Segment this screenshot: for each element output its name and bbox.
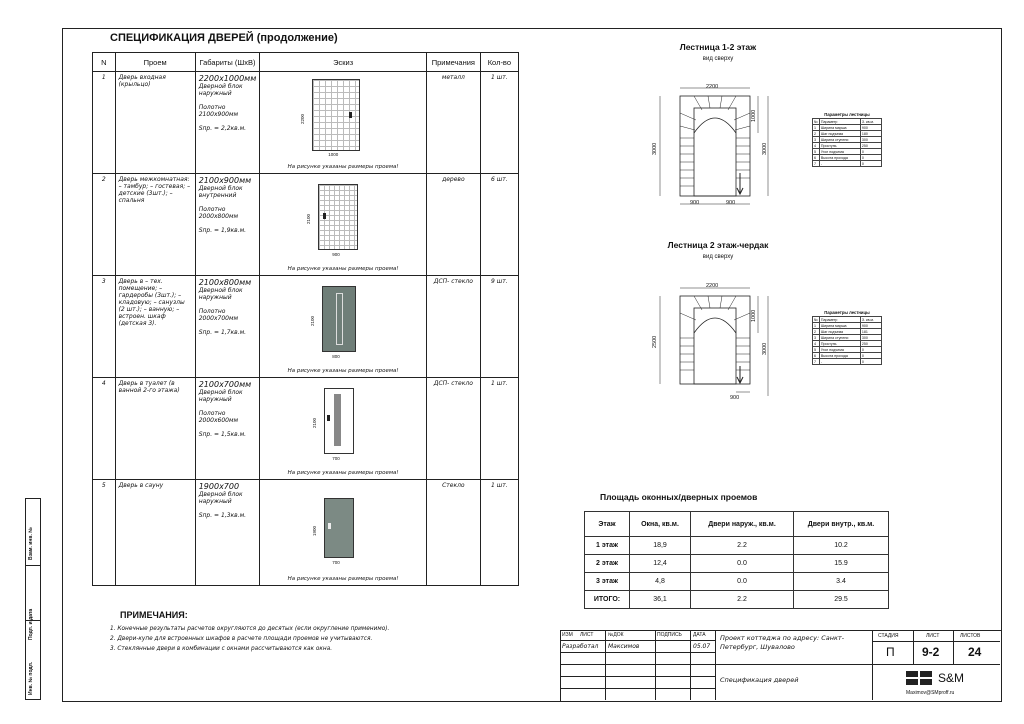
tb-ndoc: №ДОК: [608, 632, 624, 638]
params-header: З. кв.м.: [860, 317, 881, 323]
params-header: №: [814, 317, 818, 322]
tb-role: Разработал: [562, 643, 599, 650]
tb-project: Проект коттеджа по адресу: Санкт- Петербург, Шувалово: [720, 634, 845, 651]
tb-date: ДАТА: [693, 632, 706, 638]
dims-main: 2100х900мм: [198, 176, 252, 185]
params-cell: Ширина ступени: [819, 335, 860, 341]
stair1-params-title: Параметры лестницы: [824, 112, 870, 117]
params-cell: Высота прохода: [819, 155, 860, 161]
stair2-dim-left: 2500: [652, 335, 658, 348]
dims-leaf: Полотно 2000х700мм: [198, 308, 239, 322]
col-note: Примечания: [426, 53, 480, 72]
params-cell: Ширина марша: [819, 323, 860, 329]
area-table-title: Площадь оконных/дверных проемов: [600, 492, 758, 502]
area-cell: 12,4: [630, 555, 691, 573]
params-cell: 5: [813, 149, 820, 155]
params-cell: 0: [860, 149, 881, 155]
stair1-plan: [640, 78, 780, 213]
row-opening: Дверь входная (крыльцо): [115, 72, 195, 174]
params-cell: 6: [813, 353, 820, 359]
tb-designer: Максимов: [608, 643, 640, 650]
row-dims: [195, 276, 260, 378]
stair1-params: [812, 112, 882, 167]
dims-block: Дверной блок наружный: [198, 389, 243, 403]
area-cell: 4,8: [630, 573, 691, 591]
sketch-height: 2100: [312, 417, 318, 428]
sketch-caption: На рисунке указаны размеры проема!: [287, 576, 399, 582]
row-qty: 1 шт.: [480, 480, 518, 586]
table-row: [585, 555, 889, 573]
note-item: 1. Конечные результаты расчетов округляются до десятых (если округление применимо).: [110, 626, 390, 632]
params-cell: Проступь: [819, 341, 860, 347]
params-cell: 180: [860, 131, 881, 137]
area-header: Окна, кв.м.: [630, 512, 691, 537]
row-sketch: [260, 276, 427, 378]
dims-block: Дверной блок наружный: [198, 287, 243, 301]
spec-title: СПЕЦИФИКАЦИЯ ДВЕРЕЙ (продолжение): [110, 32, 338, 44]
door-sketch: [322, 286, 356, 352]
area-header-row: [585, 512, 889, 537]
stair1-dim-right-inner: 1000: [751, 109, 757, 122]
table-row: [93, 72, 519, 174]
table-row: [93, 174, 519, 276]
tb-date-value: 05.07: [693, 643, 711, 650]
tb-stage-label: СТАДИЯ: [878, 633, 899, 639]
door-spec-table: [92, 52, 519, 586]
row-qty: 9 шт.: [480, 276, 518, 378]
tb-sheet: 9-2: [922, 645, 940, 659]
params-cell: Ширина марша: [819, 125, 860, 131]
row-opening: Дверь в – тех. помещение; – гардеробы (3шт.); – кладовую; – санузлы (2 шт.); – ванную; – встроен. шкаф (детская 3).: [115, 276, 195, 378]
dims-main: 2100х800мм: [198, 278, 252, 287]
params-cell: 0: [860, 347, 881, 353]
params-cell: Угол подъема: [819, 149, 860, 155]
params-cell: 900: [860, 323, 881, 329]
area-cell: 3.4: [794, 573, 889, 591]
tb-sheets: 24: [968, 645, 982, 659]
params-cell: Шаг подъема: [819, 329, 860, 335]
table-row: [585, 573, 889, 591]
stair2-dim-bottom-right: 900: [730, 395, 740, 401]
area-cell: 29.5: [794, 591, 889, 609]
row-dims: [195, 378, 260, 480]
table-row: [93, 480, 519, 586]
tb-list: ЛИСТ: [580, 632, 594, 638]
sketch-caption: На рисунке указаны размеры проема!: [287, 266, 399, 272]
tb-sheet-label: ЛИСТ: [926, 633, 940, 639]
stair2-title: Лестница 2 этаж-чердак: [667, 240, 769, 250]
area-header: Этаж: [585, 512, 630, 537]
dims-area: Sпр. = 2,2кв.м.: [198, 125, 247, 132]
dims-block: Дверной блок внутренний: [198, 185, 243, 199]
door-sketch: [312, 79, 360, 151]
params-cell: 300: [860, 335, 881, 341]
params-cell: 1: [813, 323, 820, 329]
table-row: [585, 537, 889, 555]
params-cell: 7: [813, 161, 820, 167]
params-cell: 0: [860, 353, 881, 359]
sketch-caption: На рисунке указаны размеры проема!: [287, 470, 399, 476]
side-stamp-replace: Взам. инв. №: [28, 527, 34, 560]
sketch-height: 2200: [300, 113, 306, 124]
params-cell: Проступь: [819, 143, 860, 149]
dims-main: 2100х700мм: [198, 380, 252, 389]
row-number: 1: [93, 72, 116, 174]
col-qty: Кол-во: [480, 53, 518, 72]
col-sketch: Эскиз: [260, 53, 427, 72]
tb-sign: ПОДПИСЬ: [657, 632, 682, 638]
stair1-dim-top: 2200: [706, 84, 719, 90]
params-header: №: [814, 119, 818, 124]
dims-leaf: Полотно 2100х900мм: [198, 104, 239, 118]
params-cell: -: [819, 161, 860, 167]
row-sketch: [260, 72, 427, 174]
sketch-width: 700: [332, 456, 340, 461]
row-number: 2: [93, 174, 116, 276]
col-opening: Проем: [115, 53, 195, 72]
stair1-dim-right-outer: 3000: [762, 142, 768, 155]
row-opening: Дверь в туалет (в ванной 2-го этажа): [115, 378, 195, 480]
params-cell: Угол подъема: [819, 347, 860, 353]
row-qty: 1 шт.: [480, 378, 518, 480]
area-cell: 2.2: [691, 591, 794, 609]
row-qty: 1 шт.: [480, 72, 518, 174]
col-dims: Габариты (ШхВ): [195, 53, 260, 72]
table-row: [93, 276, 519, 378]
params-cell: 3: [813, 335, 820, 341]
stair1-dim-bottom-right: 900: [726, 200, 736, 206]
door-sketch: [324, 388, 354, 454]
sketch-height: 1900: [312, 525, 318, 536]
area-cell: 18,9: [630, 537, 691, 555]
side-stamp-inv: Инв. № подл.: [28, 661, 34, 695]
area-cell: 1 этаж: [585, 537, 630, 555]
stair1-title: Лестница 1-2 этаж: [679, 42, 757, 52]
sketch-caption: На рисунке указаны размеры проема!: [287, 164, 399, 170]
params-cell: 6: [813, 155, 820, 161]
params-cell: -: [819, 359, 860, 365]
door-sketch: [318, 184, 358, 250]
stair1-subtitle: вид сверху: [702, 56, 734, 62]
stair1-dim-left: 3000: [652, 142, 658, 155]
logo-icon: [906, 670, 934, 686]
area-cell: ИТОГО:: [585, 591, 630, 609]
dims-leaf: Полотно 2000х800мм: [198, 206, 239, 220]
tb-email: Maximov@SMproff.ru: [906, 690, 955, 696]
area-cell: 2 этаж: [585, 555, 630, 573]
params-cell: 4: [813, 341, 820, 347]
spec-header-row: [93, 53, 519, 72]
stair2-subtitle: вид сверху: [702, 254, 734, 260]
dims-area: Sпр. = 1,3кв.м.: [198, 512, 247, 519]
row-dims: [195, 480, 260, 586]
params-header: Параметр: [819, 119, 860, 125]
logo-text: S&M: [938, 671, 965, 685]
params-header: З. кв.м.: [860, 119, 881, 125]
params-cell: 300: [860, 137, 881, 143]
area-header: Двери наруж., кв.м.: [691, 512, 794, 537]
row-opening: Дверь в сауну: [115, 480, 195, 586]
tb-sheet-name: Спецификация дверей: [720, 676, 799, 684]
stair2-dim-right-inner: 1000: [751, 309, 757, 322]
dims-block: Дверной блок наружный: [198, 491, 243, 505]
area-table: [584, 511, 889, 609]
params-cell: 900: [860, 125, 881, 131]
sketch-height: 2100: [306, 213, 312, 224]
area-cell: 0.0: [691, 573, 794, 591]
dims-area: Sпр. = 1,7кв.м.: [198, 329, 247, 336]
row-number: 3: [93, 276, 116, 378]
row-sketch: [260, 378, 427, 480]
params-header: Параметр: [819, 317, 860, 323]
params-cell: 0: [860, 359, 881, 365]
row-number: 5: [93, 480, 116, 586]
sketch-width: 1000: [328, 152, 339, 157]
side-stamp-sign: Подп. и дата: [28, 608, 34, 640]
area-cell: 2.2: [691, 537, 794, 555]
stair2-params-title: Параметры лестницы: [824, 310, 870, 315]
params-cell: 1: [813, 125, 820, 131]
params-cell: 181: [860, 329, 881, 335]
area-cell: 0.0: [691, 555, 794, 573]
area-cell: 10.2: [794, 537, 889, 555]
row-dims: [195, 72, 260, 174]
dims-main: 1900х700: [198, 482, 240, 491]
area-cell: 36,1: [630, 591, 691, 609]
row-qty: 6 шт.: [480, 174, 518, 276]
dims-block: Дверной блок наружный: [198, 83, 243, 97]
params-cell: 0: [860, 161, 881, 167]
row-dims: [195, 174, 260, 276]
row-sketch: [260, 480, 427, 586]
stair2-dim-right-outer: 3000: [762, 342, 768, 355]
params-cell: 2: [813, 131, 820, 137]
dims-area: Sпр. = 1,5кв.м.: [198, 431, 247, 438]
row-note: ДСП- стекло: [426, 276, 480, 378]
params-cell: 4: [813, 143, 820, 149]
dims-main: 2200х1000мм: [198, 74, 257, 83]
area-cell: 15.9: [794, 555, 889, 573]
stair2-params: [812, 310, 882, 365]
tb-izm: ИЗМ: [562, 632, 573, 638]
notes-title: ПРИМЕЧАНИЯ:: [120, 610, 188, 620]
params-cell: 5: [813, 347, 820, 353]
row-sketch: [260, 174, 427, 276]
row-note: дерево: [426, 174, 480, 276]
params-cell: Ширина ступени: [819, 137, 860, 143]
stair2-plan: [640, 278, 780, 408]
stair2-dim-top: 2200: [706, 283, 719, 289]
row-note: Стекло: [426, 480, 480, 586]
tb-sheets-label: ЛИСТОВ: [960, 633, 981, 639]
sketch-width: 900: [332, 252, 340, 257]
area-cell: 3 этаж: [585, 573, 630, 591]
stair1-dim-bottom-left: 900: [690, 200, 700, 206]
table-row: [93, 378, 519, 480]
row-note: ДСП- стекло: [426, 378, 480, 480]
dims-leaf: Полотно 2000х600мм: [198, 410, 239, 424]
sketch-width: 700: [332, 560, 340, 565]
table-row: [585, 591, 889, 609]
tb-stage: П: [886, 645, 895, 659]
door-sketch: [324, 498, 354, 558]
sketch-width: 800: [332, 354, 340, 359]
area-header: Двери внутр., кв.м.: [794, 512, 889, 537]
row-opening: Дверь межкомнатная: – тамбур; – гостевая; – детские (3шт.); – спальня: [115, 174, 195, 276]
params-cell: 250: [860, 341, 881, 347]
sketch-caption: На рисунке указаны размеры проема!: [287, 368, 399, 374]
params-cell: 7: [813, 359, 820, 365]
note-item: 2. Двери-купе для встроенных шкафов в расчете площади проемов не учитываются.: [110, 636, 373, 642]
col-n: N: [93, 53, 116, 72]
dims-area: Sпр. = 1,9кв.м.: [198, 227, 247, 234]
params-cell: Шаг подъема: [819, 131, 860, 137]
row-note: металл: [426, 72, 480, 174]
params-cell: 0: [860, 155, 881, 161]
params-cell: Высота прохода: [819, 353, 860, 359]
note-item: 3. Стеклянные двери в комбинации с окнами рассчитываются как окна.: [110, 646, 333, 652]
sketch-height: 2100: [310, 315, 316, 326]
row-number: 4: [93, 378, 116, 480]
params-cell: 3: [813, 137, 820, 143]
params-cell: 250: [860, 143, 881, 149]
params-cell: 2: [813, 329, 820, 335]
notes-list: [110, 624, 389, 654]
